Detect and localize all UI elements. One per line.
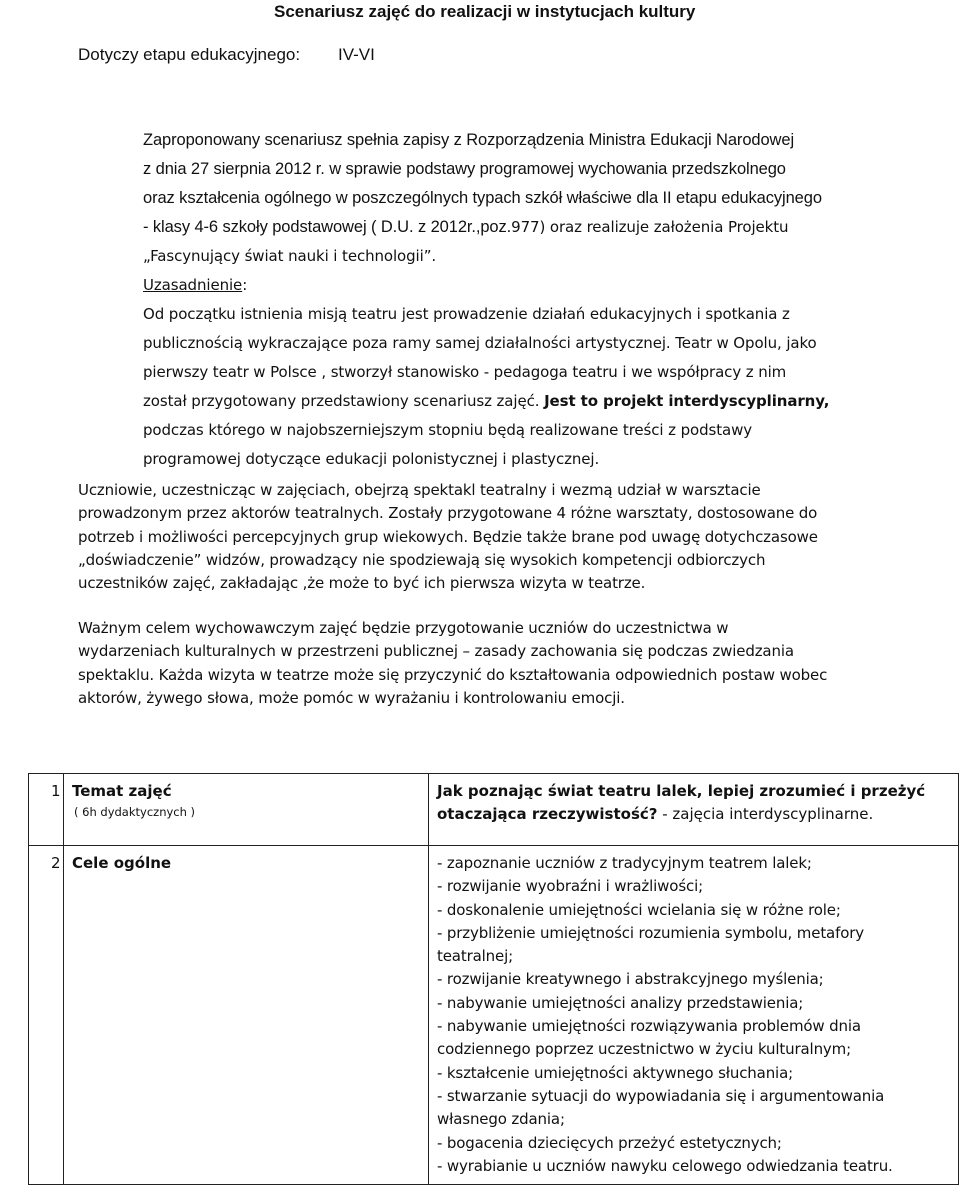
goal-item: - rozwijanie wyobraźni i wrażliwości; [437,877,704,896]
lesson-plan-table [28,773,959,1185]
paragraph-line: aktorów, żywego słowa, może pomóc w wyrażaniu i kontrolowaniu emocji. [78,688,625,707]
row-heading: Temat zajęć [72,782,172,800]
intro-line-part: 977) oraz realizuje założenia Projektu [511,218,789,236]
row-heading: Cele ogólne [72,854,172,872]
justification-line: pierwszy teatr w Polsce , stworzył stanowisko - pedagoga teatru i we współpracy z nim [143,363,787,381]
topic-text: - zajęcia interdyscyplinarne. [657,805,874,824]
paragraph-line: Ważnym celem wychowawczym zajęć będzie przygotowanie uczniów do uczestnictwa w [78,619,729,637]
justification-line: programowej dotyczące edukacji polonistycznej i plastycznej. [143,450,600,468]
justification-line: publicznością wykraczające poza ramy samej działalności artystycznej. Teatr w Opolu, jako [143,334,817,352]
paragraph-line: potrzeb i możliwości percepcyjnych grup wiekowych. Będzie także brane pod uwagę dotychczasowe [78,527,818,546]
row-heading-cell [64,846,429,1185]
stage-value: IV-VI [338,45,375,64]
goal-item: własnego zdania; [437,1110,565,1129]
topic-line [437,803,958,826]
intro-section [143,126,903,474]
goal-item: - stwarzanie sytuacji do wypowiadania się i argumentowania [437,1086,885,1105]
justification-line [143,387,903,416]
goal-item: teatralnej; [437,947,514,966]
goal-item: - nabywanie umiejętności rozwiązywania problemów dnia [437,1017,861,1036]
goal-item: - rozwijanie kreatywnego i abstrakcyjnego myślenia; [437,970,824,989]
paragraph-educational-goal [78,617,898,710]
justification-colon: : [242,276,248,294]
justification-line: Od początku istnienia misją teatru jest prowadzenie działań edukacyjnych i spotkania z [143,305,790,323]
goal-item: - bogacenia dziecięcych przeżyć estetycznych; [437,1133,782,1152]
intro-line [143,213,903,242]
intro-line: z dnia 27 sierpnia 2012 r. w sprawie podstawy programowej wychowania przedszkolnego [143,160,786,178]
row-number: 2 [29,846,64,1185]
justification-heading: Uzasadnienie [143,276,243,294]
table-row [29,774,959,846]
project-name: „Fascynujący świat nauki i technologii”. [143,247,437,265]
goal-item: - kształcenie umiejętności aktywnego słuchania; [437,1063,794,1082]
goal-item: codziennego poprzez uczestnictwo w życiu kulturalnym; [437,1040,852,1059]
paragraph-line: spektaklu. Każda wizyta w teatrze może się przyczynić do kształtowania odpowiednich postaw wobec [78,665,828,684]
topic-cell [429,774,959,846]
goal-item: - przybliżenie umiejętności rozumienia symbolu, metafory [437,923,864,942]
row-number: 1 [29,774,64,846]
intro-line: Zaproponowany scenariusz spełnia zapisy z Rozporządzenia Ministra Edukacji Narodowej [143,131,795,149]
goal-item: - wyrabianie u uczniów nawyku celowego odwiedzania teatru. [437,1156,893,1175]
document-title: Scenariusz zajęć do realizacji w instytucjach kultury [274,2,696,21]
row-heading-cell [64,774,429,846]
justification-heading-line [143,271,903,300]
intro-line: oraz kształcenia ogólnego w poszczególnych typach szkół właściwe dla II etapu edukacyjnego [143,189,822,207]
justification-line: podczas którego w najobszerniejszym stopniu będą realizowane treści z podstawy [143,421,753,439]
row-heading-note: ( 6h dydaktycznych ) [74,805,196,819]
goal-item: - doskonalenie umiejętności wcielania się w różne role; [437,900,841,919]
paragraph-line: uczestników zajęć, zakładając ,że może to być ich pierwsza wizyta w teatrze. [78,574,646,593]
goals-cell [429,846,959,1185]
justification-text: został przygotowany przedstawiony scenariusz zajęć. [143,392,545,410]
paragraph-participants [78,479,898,595]
goal-item: - nabywanie umiejętności analizy przedstawienia; [437,993,804,1012]
paragraph-line: „doświadczenie” widzów, prowadzący nie spodziewają się wysokich kompetencji odbiorczych [78,550,766,569]
intro-line-part: - klasy 4-6 szkoły podstawowej ( D.U. z 2012r.,poz. [143,218,512,236]
goal-item: - zapoznanie uczniów z tradycyjnym teatrem lalek; [437,854,812,872]
paragraph-line: wydarzeniach kulturalnych w przestrzeni publicznej – zasady zachowania się podczas zwiedzania [78,642,794,661]
topic-line: Jak poznając świat teatru lalek, lepiej zrozumieć i przeżyć [437,782,926,800]
table-row [29,846,959,1185]
topic-bold-text: otaczająca rzeczywistość? [437,805,658,824]
paragraph-line: Uczniowie, uczestnicząc w zajęciach, obejrzą spektakl teatralny i wezmą udział w warsztacie [78,481,761,499]
paragraph-line: prowadzonym przez aktorów teatralnych. Zostały przygotowane 4 różne warsztaty, dostosowane do [78,504,818,523]
stage-label: Dotyczy etapu edukacyjnego: [78,45,301,64]
justification-bold-text: Jest to projekt interdyscyplinarny, [544,392,830,410]
